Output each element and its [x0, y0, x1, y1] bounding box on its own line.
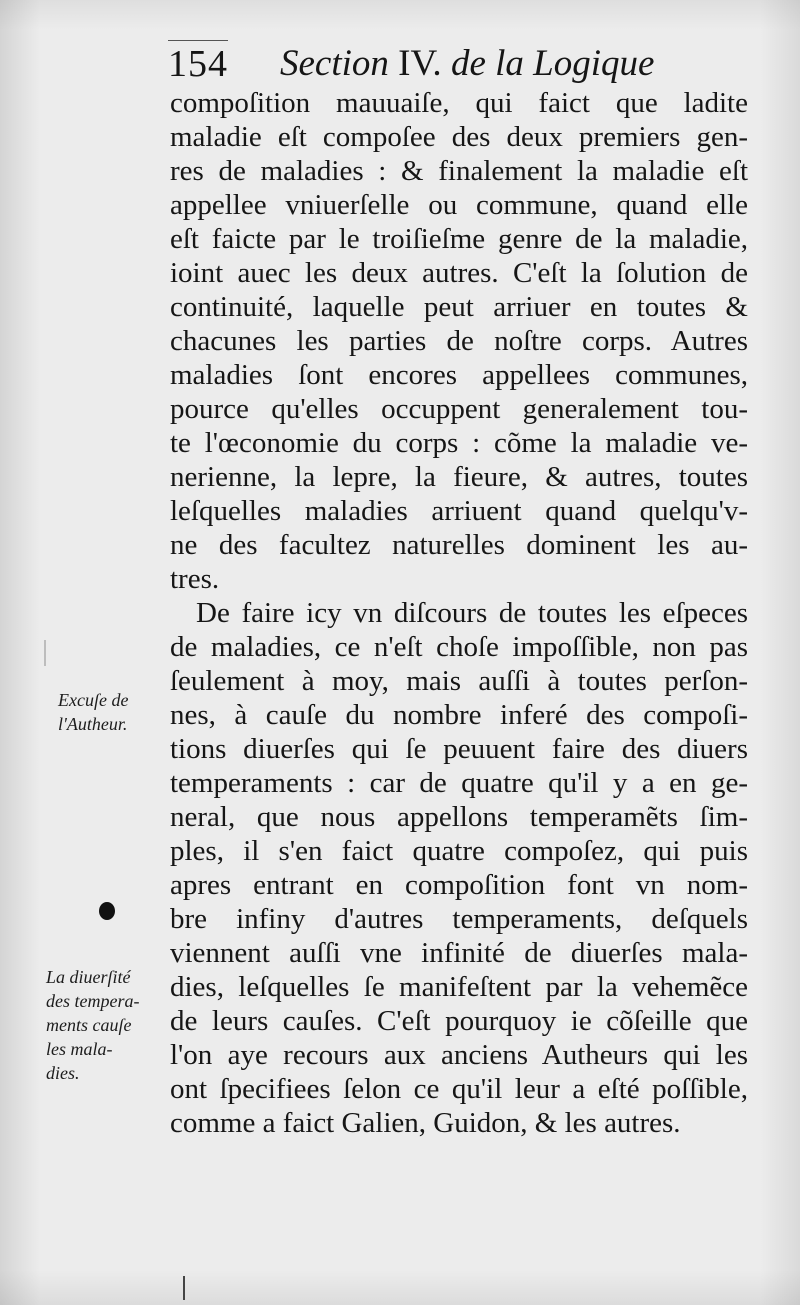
text-line: ſeulement à moy, mais auſſi à toutes perſon-: [170, 665, 748, 697]
margin-note-excuse: [58, 688, 168, 736]
text-line: maladie eſt compoſee des deux premiers gen-: [170, 121, 748, 153]
ink-spot: [99, 902, 115, 920]
text-line: nerienne, la lepre, la fieure, & autres, toutes: [170, 461, 748, 493]
page-edge-mark: [183, 1276, 185, 1300]
page-number: 154: [168, 43, 228, 85]
text-line: comme a faict Galien, Guidon, & les autres.: [170, 1107, 681, 1139]
running-head-roman: IV.: [398, 43, 442, 84]
text-line: dies, leſquelles ſe manifeſtent par la vehemẽce: [170, 971, 748, 1003]
text-line: maladies ſont encores appellees communes,: [170, 359, 748, 391]
text-line: neral, que nous appellons temperamẽts ſim-: [170, 801, 748, 833]
margin-note-line: les mala-: [46, 1039, 113, 1059]
text-line: ne des facultez naturelles dominent les au-: [170, 529, 748, 561]
text-line: compoſition mauuaiſe, qui faict que ladite: [170, 87, 748, 119]
text-line: continuité, laquelle peut arriuer en toutes &: [170, 291, 748, 323]
margin-note-line: Excuſe de: [58, 690, 129, 710]
text-line: apres entrant en compoſition font vn nom-: [170, 869, 748, 901]
running-head: [280, 42, 654, 85]
text-line: bre infiny d'autres temperaments, deſquels: [170, 903, 748, 935]
page-header: [168, 34, 748, 94]
text-line: res de maladies : & finalement la maladie eſt: [170, 155, 748, 187]
text-line: tres.: [170, 563, 220, 595]
text-line: l'on aye recours aux anciens Autheurs qui les: [170, 1039, 748, 1071]
text-line: de leurs cauſes. C'eſt pourquoy ie cõſeille que: [170, 1005, 748, 1037]
text-line: chacunes les parties de noſtre corps. Autres: [170, 325, 748, 357]
paper-mark: [44, 640, 46, 666]
text-line: te l'œconomie du corps : cõme la maladie ve-: [170, 427, 748, 459]
text-line: pource qu'elles occuppent generalement tou-: [170, 393, 748, 425]
text-line: leſquelles maladies arriuent quand quelqu'v-: [170, 495, 748, 527]
text-line: ioint auec les deux autres. C'eſt la ſolution de: [170, 257, 748, 289]
text-line: temperaments : car de quatre qu'il y a en ge-: [170, 767, 748, 799]
text-line: de maladies, ce n'eſt choſe impoſſible, non pas: [170, 631, 748, 663]
margin-note-diversite: [46, 965, 170, 1085]
text-line: tions diuerſes qui ſe peuuent faire des diuers: [170, 733, 748, 765]
header-rule: [168, 40, 228, 41]
paragraph-start-line: De faire icy vn diſcours de toutes les eſpeces: [196, 597, 748, 629]
body-text: [170, 86, 748, 1140]
text-line: ont ſpecifiees ſelon ce qu'il leur a eſté poſſible,: [170, 1073, 748, 1105]
margin-note-line: La diuerſité: [46, 967, 131, 987]
text-line: nes, à cauſe du nombre inferé des compoſi-: [170, 699, 748, 731]
margin-note-line: ments cauſe: [46, 1015, 132, 1035]
text-line: viennent auſſi vne infinité de diuerſes mala-: [170, 937, 748, 969]
running-head-title: de la Logique: [450, 43, 655, 84]
margin-note-line: l'Autheur.: [58, 714, 128, 734]
text-line: appellee vniuerſelle ou commune, quand elle: [170, 189, 748, 221]
running-head-section: Section: [280, 43, 389, 84]
margin-note-line: dies.: [46, 1063, 80, 1083]
text-line: ples, il s'en faict quatre compoſez, qui puis: [170, 835, 748, 867]
text-line: eſt faicte par le troiſieſme genre de la maladie,: [170, 223, 748, 255]
margin-note-line: des tempera-: [46, 991, 140, 1011]
